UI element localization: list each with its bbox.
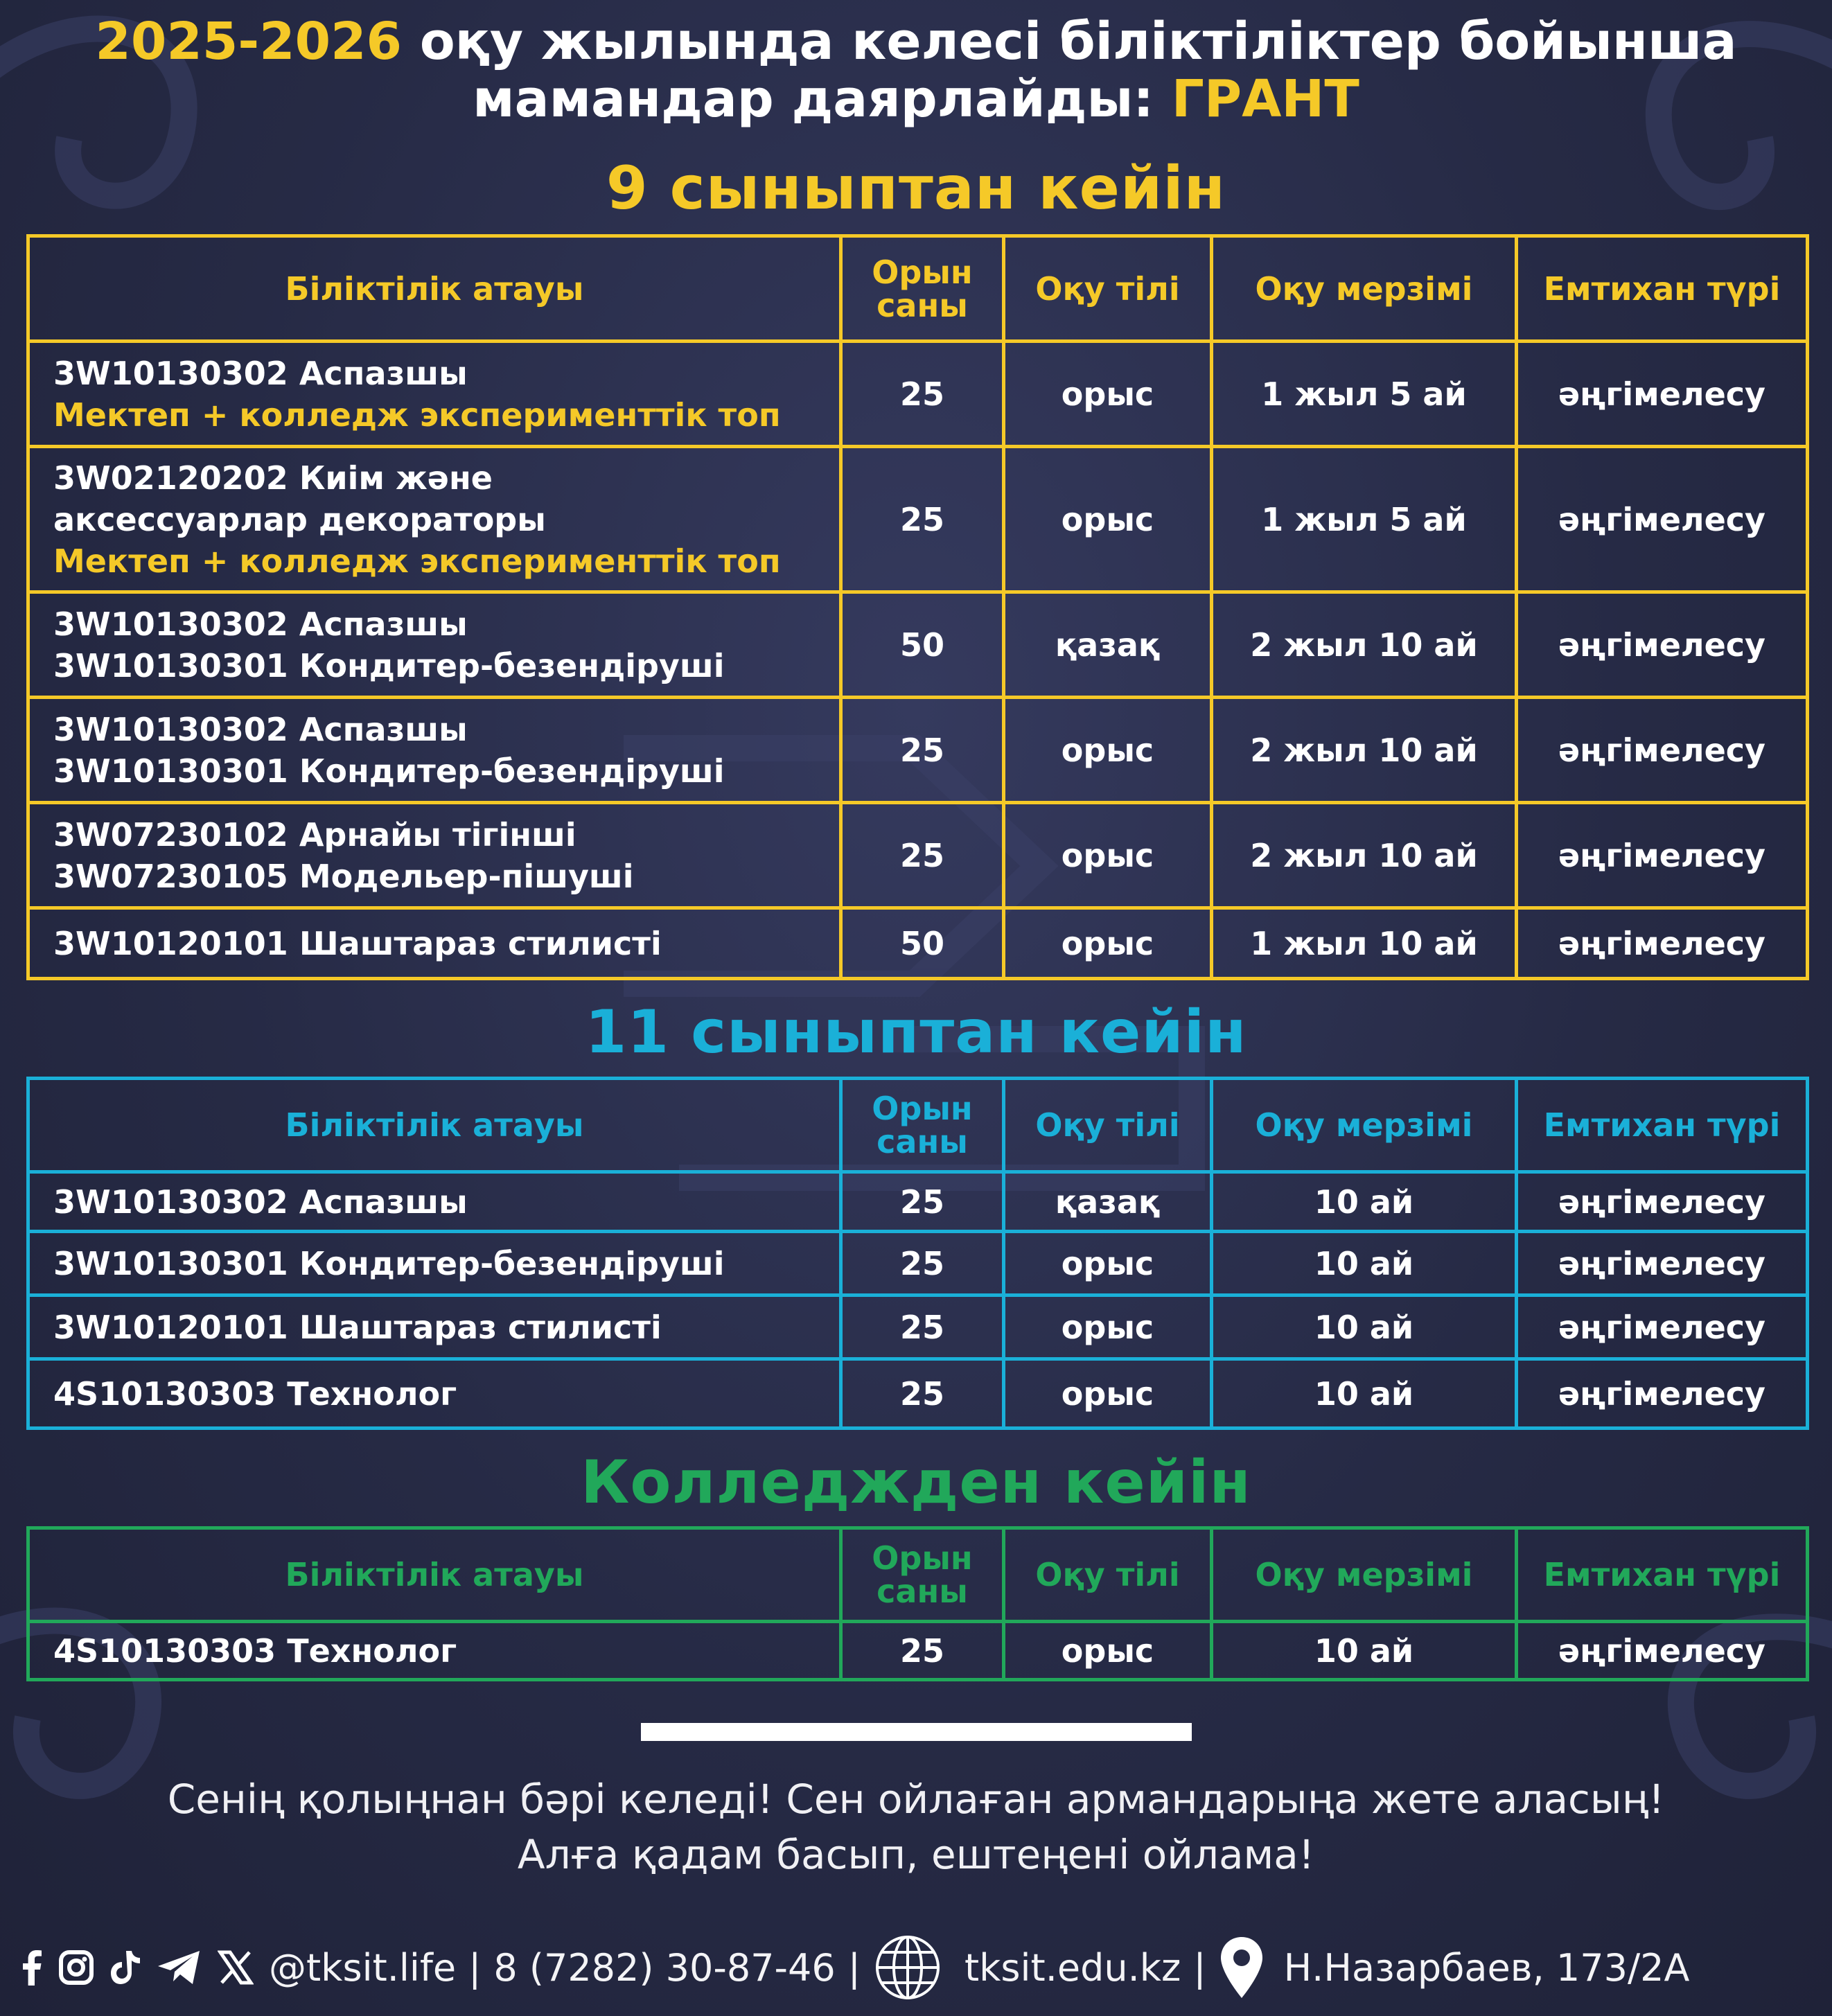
language-cell: орыс xyxy=(1004,447,1212,592)
experimental-group-note: Мектеп + колледж эксперименттік топ xyxy=(53,396,781,434)
col-header-name: Біліктілік атауы xyxy=(28,236,841,342)
duration-cell: 2 жыл 10 ай xyxy=(1212,698,1517,803)
col-header-exam: Емтихан түрі xyxy=(1517,1079,1808,1172)
x-icon[interactable] xyxy=(218,1949,254,1986)
qualification-name: 3W07230102 Арнайы тігінші 3W07230105 Модельер-пішуші xyxy=(28,803,841,908)
section-heading-after9: 9 сыныптан кейін xyxy=(606,154,1226,223)
table-row xyxy=(28,1172,1808,1232)
slogan-line1: Сенің қолыңнан бәрі келеді! Сен ойлаған армандарыңа жете аласың! xyxy=(167,1776,1665,1823)
qualification-name: 4S10130303 Технолог xyxy=(28,1359,841,1429)
seats-cell: 25 xyxy=(841,698,1004,803)
seats-cell: 50 xyxy=(841,592,1004,698)
language-cell: қазақ xyxy=(1004,1172,1212,1232)
exam-cell: әңгімелесу xyxy=(1517,698,1808,803)
social-handle[interactable]: @tksit.life xyxy=(269,1945,457,1990)
language-cell: орыс xyxy=(1004,908,1212,979)
duration-cell: 2 жыл 10 ай xyxy=(1212,803,1517,908)
globe-icon xyxy=(873,1933,942,2002)
duration-cell: 10 ай xyxy=(1212,1359,1517,1429)
duration-cell: 1 жыл 5 ай xyxy=(1212,447,1517,592)
table-row xyxy=(28,803,1808,908)
phone-number[interactable]: 8 (7282) 30-87-46 xyxy=(493,1945,836,1990)
duration-cell: 10 ай xyxy=(1212,1232,1517,1296)
table-row xyxy=(28,342,1808,447)
seats-cell: 25 xyxy=(841,342,1004,447)
qualification-name: 3W10130302 Аспазшы 3W10130301 Кондитер-безендіруші xyxy=(28,698,841,803)
qualification-name: 3W10130302 Аспазшы 3W10130301 Кондитер-безендіруші xyxy=(28,592,841,698)
title-years: 2025-2026 xyxy=(95,12,403,71)
section-heading-after11: 11 сыныптан кейін xyxy=(585,998,1247,1067)
instagram-icon[interactable] xyxy=(58,1949,94,1986)
col-header-exam: Емтихан түрі xyxy=(1517,236,1808,342)
qualification-name: 3W10130302 Аспазшы xyxy=(28,1172,841,1232)
table-header-row xyxy=(28,1528,1808,1622)
col-header-language: Оқу тілі xyxy=(1004,1079,1212,1172)
duration-cell: 10 ай xyxy=(1212,1296,1517,1359)
exam-cell: әңгімелесу xyxy=(1517,1172,1808,1232)
title-line1-rest: оқу жылында келесі біліктіліктер бойынша xyxy=(419,12,1737,71)
page-title-line2 xyxy=(0,68,1832,130)
language-cell: орыс xyxy=(1004,342,1212,447)
tiktok-icon[interactable] xyxy=(109,1949,141,1986)
seats-cell: 25 xyxy=(841,1359,1004,1429)
duration-cell: 2 жыл 10 ай xyxy=(1212,592,1517,698)
table-row xyxy=(28,908,1808,979)
seats-cell: 25 xyxy=(841,1172,1004,1232)
language-cell: орыс xyxy=(1004,1232,1212,1296)
exam-cell: әңгімелесу xyxy=(1517,592,1808,698)
col-header-duration: Оқу мерзімі xyxy=(1212,1528,1517,1622)
slogan-line2: Алға қадам басып, ештеңені ойлама! xyxy=(517,1831,1315,1878)
exam-cell: әңгімелесу xyxy=(1517,803,1808,908)
qualification-name: 3W10130301 Кондитер-безендіруші xyxy=(28,1232,841,1296)
table-after9 xyxy=(26,234,1809,980)
col-header-seats: Орын саны xyxy=(841,1528,1004,1622)
col-header-duration: Оқу мерзімі xyxy=(1212,236,1517,342)
exam-cell: әңгімелесу xyxy=(1517,342,1808,447)
website-link[interactable]: tksit.edu.kz xyxy=(964,1945,1181,1990)
table-header-row xyxy=(28,1079,1808,1172)
facebook-icon[interactable] xyxy=(19,1949,43,1986)
language-cell: орыс xyxy=(1004,1296,1212,1359)
col-header-duration: Оқу мерзімі xyxy=(1212,1079,1517,1172)
exam-cell: әңгімелесу xyxy=(1517,1359,1808,1429)
language-cell: қазақ xyxy=(1004,592,1212,698)
duration-cell: 1 жыл 10 ай xyxy=(1212,908,1517,979)
qualification-name: 3W10130302 Аспазшы Мектеп + колледж эксперименттік топ xyxy=(28,342,841,447)
duration-cell: 1 жыл 5 ай xyxy=(1212,342,1517,447)
exam-cell: әңгімелесу xyxy=(1517,447,1808,592)
exam-cell: әңгімелесу xyxy=(1517,1296,1808,1359)
separator: | xyxy=(1193,1945,1206,1990)
language-cell: орыс xyxy=(1004,698,1212,803)
experimental-group-note: Мектеп + колледж эксперименттік топ xyxy=(53,542,781,580)
table-after-college xyxy=(26,1526,1809,1681)
address[interactable]: Н.Назарбаев, 173/2А xyxy=(1283,1945,1690,1990)
divider-bar xyxy=(641,1723,1192,1741)
col-header-language: Оқу тілі xyxy=(1004,1528,1212,1622)
table-row xyxy=(28,1232,1808,1296)
section-heading-after-college: Колледжден кейін xyxy=(581,1448,1251,1517)
table-header-row xyxy=(28,236,1808,342)
exam-cell: әңгімелесу xyxy=(1517,1622,1808,1680)
col-header-seats: Орын саны xyxy=(841,1079,1004,1172)
seats-cell: 50 xyxy=(841,908,1004,979)
language-cell: орыс xyxy=(1004,1622,1212,1680)
seats-cell: 25 xyxy=(841,1622,1004,1680)
exam-cell: әңгімелесу xyxy=(1517,1232,1808,1296)
separator: | xyxy=(468,1945,482,1990)
footer-contacts xyxy=(19,1940,1821,1995)
table-after11 xyxy=(26,1077,1809,1430)
location-pin-icon xyxy=(1219,1936,1265,1999)
table-row xyxy=(28,592,1808,698)
title-grant: ГРАНТ xyxy=(1171,69,1359,129)
col-header-exam: Емтихан түрі xyxy=(1517,1528,1808,1622)
seats-cell: 25 xyxy=(841,803,1004,908)
table-row xyxy=(28,1359,1808,1429)
qualification-name: 4S10130303 Технолог xyxy=(28,1622,841,1680)
language-cell: орыс xyxy=(1004,1359,1212,1429)
exam-cell: әңгімелесу xyxy=(1517,908,1808,979)
seats-cell: 25 xyxy=(841,447,1004,592)
language-cell: орыс xyxy=(1004,803,1212,908)
col-header-seats: Орын саны xyxy=(841,236,1004,342)
col-header-name: Біліктілік атауы xyxy=(28,1528,841,1622)
telegram-icon[interactable] xyxy=(157,1949,202,1986)
table-row xyxy=(28,1296,1808,1359)
table-row xyxy=(28,447,1808,592)
qualification-name: 3W10120101 Шаштараз стилисті xyxy=(28,908,841,979)
table-row xyxy=(28,1622,1808,1680)
qualification-name: 3W10120101 Шаштараз стилисті xyxy=(28,1296,841,1359)
seats-cell: 25 xyxy=(841,1296,1004,1359)
col-header-name: Біліктілік атауы xyxy=(28,1079,841,1172)
duration-cell: 10 ай xyxy=(1212,1622,1517,1680)
qualification-name: 3W02120202 Киім және аксессуарлар декораторы Мектеп + колледж эксперименттік топ xyxy=(28,447,841,592)
table-row xyxy=(28,698,1808,803)
page-title-line1 xyxy=(0,10,1832,73)
col-header-language: Оқу тілі xyxy=(1004,236,1212,342)
seats-cell: 25 xyxy=(841,1232,1004,1296)
separator: | xyxy=(847,1945,861,1990)
duration-cell: 10 ай xyxy=(1212,1172,1517,1232)
title-line2-main: мамандар даярлайды: xyxy=(473,69,1154,129)
